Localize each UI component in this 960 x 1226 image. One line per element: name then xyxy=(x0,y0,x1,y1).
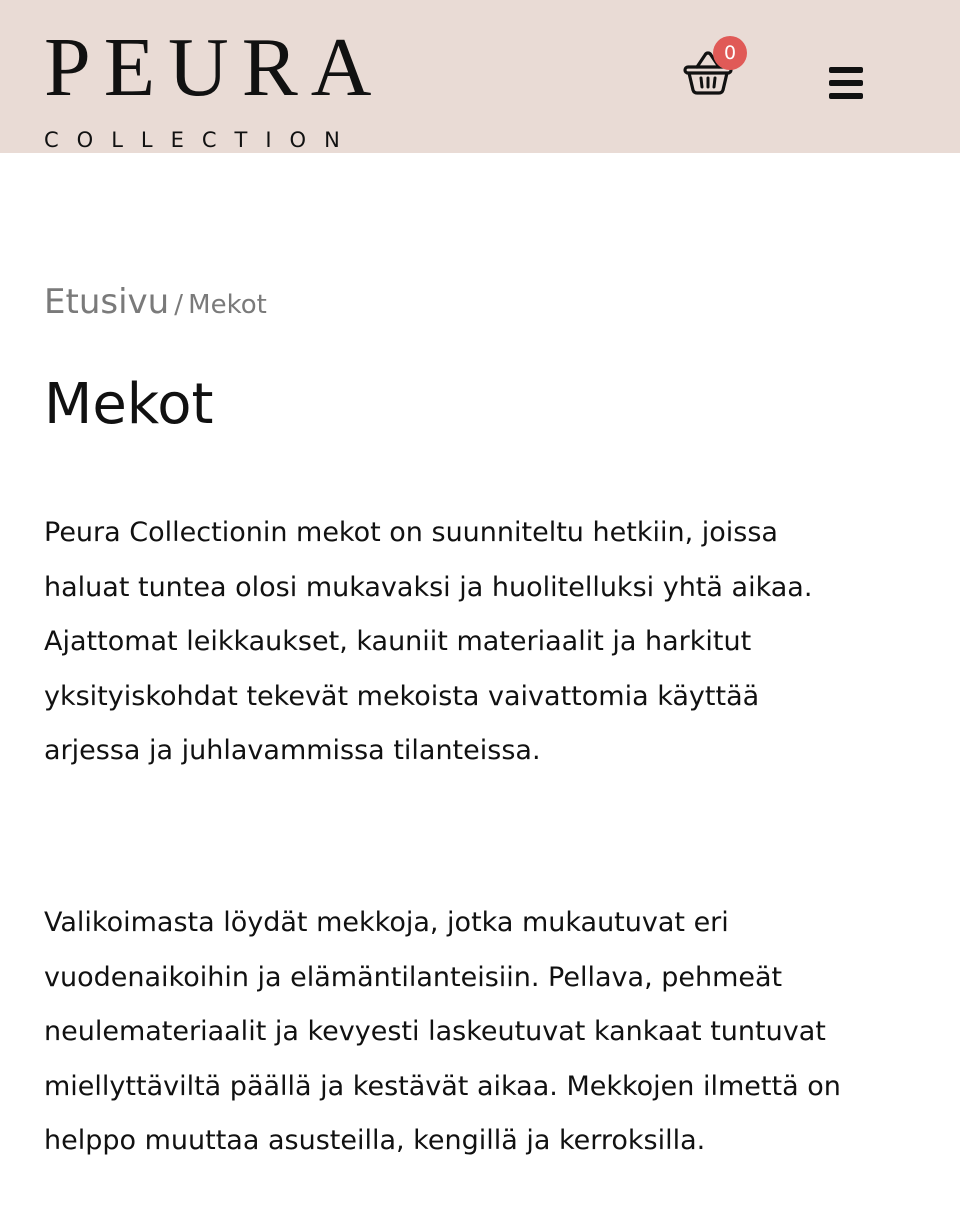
paragraph-line: Valikoimasta löydät mekkoja, jotka mukautuvat eri xyxy=(44,907,729,938)
cart-button[interactable] xyxy=(680,36,752,100)
cart-count-badge: 0 xyxy=(713,36,747,70)
paragraph-line: helppo muuttaa asusteilla, kengillä ja kerroksilla. xyxy=(44,1125,706,1156)
breadcrumb-home-link[interactable]: Etusivu xyxy=(44,282,170,322)
paragraph-line: neulemateriaalit ja kevyesti laskeutuvat kankaat tuntuvat xyxy=(44,1016,826,1047)
hamburger-menu-icon-bar-middle xyxy=(829,80,863,86)
description-paragraph-2 xyxy=(44,896,924,1169)
paragraph-line: vuodenaikoihin ja elämäntilanteisiin. Pellava, pehmeät xyxy=(44,961,783,993)
paragraph-line: Peura Collectionin mekot on suunniteltu hetkiin, joissa xyxy=(44,517,778,548)
logo-wordmark: PEURA xyxy=(44,21,385,114)
breadcrumb-current: Mekot xyxy=(188,290,267,320)
breadcrumb xyxy=(44,282,267,322)
paragraph-line: yksityiskohdat tekevät mekoista vaivattomia käyttää xyxy=(44,680,760,712)
hamburger-menu-icon-bar-top xyxy=(829,67,863,73)
paragraph-line: Ajattomat leikkaukset, kauniit materiaalit ja harkitut xyxy=(44,626,752,657)
logo-subtitle: COLLECTION xyxy=(44,128,358,152)
site-header xyxy=(0,0,960,153)
description-paragraph-1 xyxy=(44,506,924,779)
breadcrumb-separator: / xyxy=(174,290,184,320)
paragraph-line: miellyttäviltä päällä ja kestävät aikaa. Mekkojen ilmettä on xyxy=(44,1070,841,1102)
paragraph-line: haluat tuntea olosi mukavaksi ja huolitelluksi yhtä aikaa. xyxy=(44,571,813,603)
paragraph-line: arjessa ja juhlavammissa tilanteissa. xyxy=(44,735,541,766)
logo[interactable] xyxy=(44,21,385,152)
hamburger-menu-icon-bar-bottom xyxy=(829,93,863,99)
page-title: Mekot xyxy=(44,372,214,437)
hamburger-menu-button[interactable] xyxy=(826,64,866,104)
